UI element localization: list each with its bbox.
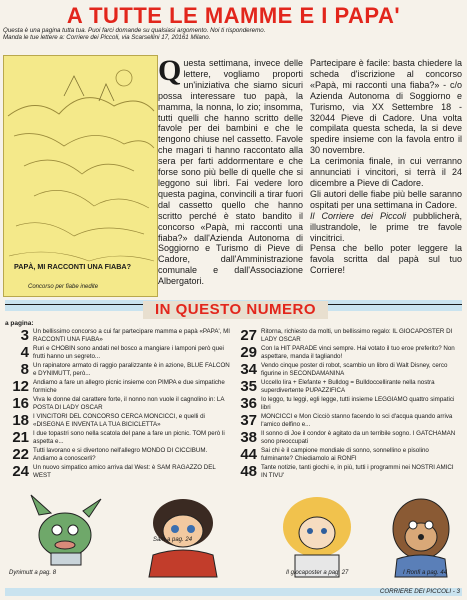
index-entry[interactable] <box>233 344 459 362</box>
article-col2-p1: Partecipare è facile: basta chiedere la scheda d'iscrizione al concorso «Papà, mi racconti una fiaba?» - c/o Azienda Autonoma di Soggiorno e Turismo, via XX Settembre 18 - 32044 Pieve di Cadore. Una volta compilata questa scheda, la si deve spedire insieme con la favola entro il 30 novembre. <box>310 58 462 156</box>
landscape-drawing <box>4 56 157 296</box>
index-page: 36 <box>240 395 257 412</box>
index-page: 22 <box>12 446 29 463</box>
corriere-name: Il Corriere dei Piccoli <box>310 210 406 221</box>
intro-line-1: Questa è una pagina tutta tua. Puoi farci domande su qualsiasi argomento. Noi ti risponderemo. <box>3 27 266 34</box>
index-page: 24 <box>12 463 29 480</box>
index-entry[interactable] <box>5 429 231 447</box>
character-pictures <box>3 485 464 581</box>
article-col2-p4-rest: pubblicherà, illustrandole, le prime tre favole vincitrici. <box>310 210 462 243</box>
index-page: 4 <box>20 344 29 361</box>
index-text: Un nuovo simpatico amico arriva dal West: è SAM RAGAZZO DEL WEST <box>33 464 216 479</box>
index-page: 8 <box>20 361 29 378</box>
index-entry[interactable] <box>5 361 231 379</box>
index-entry[interactable] <box>233 446 459 464</box>
index-text: Un bellissimo concorso a cui far partecipare mamma e papà «PAPA', MI RACCONTI UNA FIABA» <box>33 328 230 343</box>
index-text: Viva le donne dal carattere forte, il nonno non vuole il cagnolino in: LA POSTA DI LADY OSCAR <box>33 396 225 411</box>
giocaposter-figure <box>283 497 351 577</box>
caption-dynimutt: Dynimutt a pag. 8 <box>9 570 57 576</box>
index-text: Io leggo, tu leggi, egli legge, tutti insieme LEGGIAMO quattro simpatici libri <box>261 396 455 411</box>
index-heading: IN QUESTO NUMERO <box>143 301 328 319</box>
caption-ronfi: I Ronfi a pag. 44 <box>403 570 448 576</box>
article-col2-p5: Pensa che bello poter leggere la favola scritta dal papà sul tuo Corriere! <box>310 243 462 276</box>
index-entry[interactable] <box>5 446 231 464</box>
index-entry[interactable] <box>5 412 231 430</box>
intro-text <box>3 27 443 41</box>
caption-sam: Sam a pag. 24 <box>153 537 193 543</box>
index-text: Tante notizie, tanti giochi e, in più, tutti i programmi nei NOSTRI AMICI IN TIVU' <box>261 464 454 479</box>
dynimutt-figure <box>31 495 101 565</box>
index-text: Il sonno di Joe il condor è agitato da un terribile sogno. I GATCHAMAN sono preoccupati <box>261 430 456 445</box>
index-text: I VINCITORI DEL CONCORSO CERCA MONCICCI, e quelli di «DISEGNA E INVENTA LA TUA BICICLETTA» <box>33 413 205 428</box>
index-entry[interactable] <box>233 429 459 447</box>
index-page: 38 <box>240 429 257 446</box>
page-title: A TUTTE LE MAMME E I PAPA' <box>66 3 401 28</box>
index-text: Ruri e CHOBIN sono andati nel bosco a mangiare i lamponi però quei frutti hanno un segreto... <box>33 345 224 360</box>
index-entry[interactable] <box>233 327 459 345</box>
caption-giocaposter: Il giocaposter a pag. 27 <box>286 570 349 576</box>
index-text: MONCICCI e Mon Cicciò stanno facendo lo sci d'acqua quando arriva l'amico delfino e... <box>261 413 453 428</box>
index-page: 21 <box>12 429 29 446</box>
index-page: 3 <box>20 327 29 344</box>
footer-text: CORRIERE DEI PICCOLI - 3 <box>379 588 460 595</box>
index-page: 48 <box>240 463 257 480</box>
index-entry[interactable] <box>233 378 459 396</box>
index-text: Con la HIT PARADE vinci sempre. Hai votato il tuo eroe preferito? Non aspettare, manda il tagliando! <box>261 345 455 360</box>
index-text: Tutti lavorano e si divertono nell'allegro MONDO DI CICCIBUM. Andiamo a conoscerli? <box>33 447 208 462</box>
index-text: Un rapinatore armato di raggio paralizzante è in azione, BLUE FALCON e DYNIMUTT, però... <box>33 362 230 377</box>
index-entry[interactable] <box>5 378 231 396</box>
index-page: 44 <box>240 446 257 463</box>
index-text: Andiamo a fare un allegro picnic insieme con PIMPA e due simpatiche formiche <box>33 379 225 394</box>
index-entry[interactable] <box>5 395 231 413</box>
index-page: 37 <box>240 412 257 429</box>
index-entry[interactable] <box>5 327 231 345</box>
index-entry[interactable] <box>233 361 459 379</box>
contents-index <box>5 327 467 487</box>
ronfi-figure <box>393 499 449 577</box>
intro-line-2: Manda le tue lettere a: Corriere dei Piccoli, via Scarsellini 17, 20161 Milano. <box>3 34 211 42</box>
index-entry[interactable] <box>233 412 459 430</box>
index-text: Uccello lira + Elefante + Bulldog = Bulldoccellirante nella nostra superdivertente PUPAZZIFICA <box>261 379 435 394</box>
index-text: Sai chi è il campione mondiale di sonno, sonnellino e pisolino fulminante? Chiediamolo ai RONFI <box>261 447 429 462</box>
article-col2-p3: Gli autori delle fiabe più belle saranno ospitati per una settimana in Cadore. <box>310 188 462 210</box>
characters-strip <box>3 485 464 581</box>
fairy-tale-illustration <box>3 55 158 297</box>
article-col2-p2: La cerimonia finale, in cui verranno annunciati i vincitori, si terrà il 24 dicembre a Pieve di Cadore. <box>310 156 462 188</box>
index-entry[interactable] <box>233 463 459 481</box>
index-entry[interactable] <box>233 395 459 413</box>
index-entry[interactable] <box>5 463 231 481</box>
index-page: 27 <box>240 327 257 344</box>
article-col2-p4 <box>310 211 462 244</box>
a-pagina-label: a pagina: <box>5 320 34 327</box>
article-column-2 <box>310 58 462 276</box>
article-column-1 <box>158 54 303 287</box>
index-text: I due topastri sono nella scatola del pane a fare un picnic. TOM però li aspetta e... <box>33 430 225 445</box>
index-page: 16 <box>12 395 29 412</box>
index-text: Ritorna, richiesto da molti, un bellissimo regalo: IL GIOCAPOSTER DI LADY OSCAR <box>261 328 453 343</box>
index-page: 12 <box>12 378 29 395</box>
article-col1-text: uesta settimana, invece delle lettere, vogliamo proporti un'iniziativa che siamo sicuri possa interessare tuo papà, la mamma, la nonna, lo zio; insomma, tutti quelli che hanno scritto delle favole per dei bambini e che le tengono chiuse nel cassetto. Favole che magari ti hanno raccontato alla sera per farti addormentare e che forse sono più belle di quelle che si leggono sui libri. Fai vedere loro questa pagina, convincili a tirar fuori dal cassetto quello che hanno scritto perché è stato bandito il concorso «Papà, mi racconti una fiaba?» dall'Azienda Autonoma di Soggiorno e Turismo di Pieve di Cadore, dall'Amministrazione comunale e dall'Associazione Albergatori. <box>158 58 303 287</box>
illustration-caption: PAPÀ, MI RACCONTI UNA FIABA? <box>14 262 131 271</box>
index-page: 29 <box>240 344 257 361</box>
dropcap: Q <box>158 54 182 87</box>
index-text: Vendo cinque poster di robot, scambio un libro di Walt Disney, cerco figurine in SECONDAMANINA <box>261 362 448 377</box>
index-page: 35 <box>240 378 257 395</box>
index-page: 34 <box>240 361 257 378</box>
illustration-subcaption: Concorso per fiabe inedite <box>28 284 99 290</box>
index-page: 18 <box>12 412 29 429</box>
index-entry[interactable] <box>5 344 231 362</box>
